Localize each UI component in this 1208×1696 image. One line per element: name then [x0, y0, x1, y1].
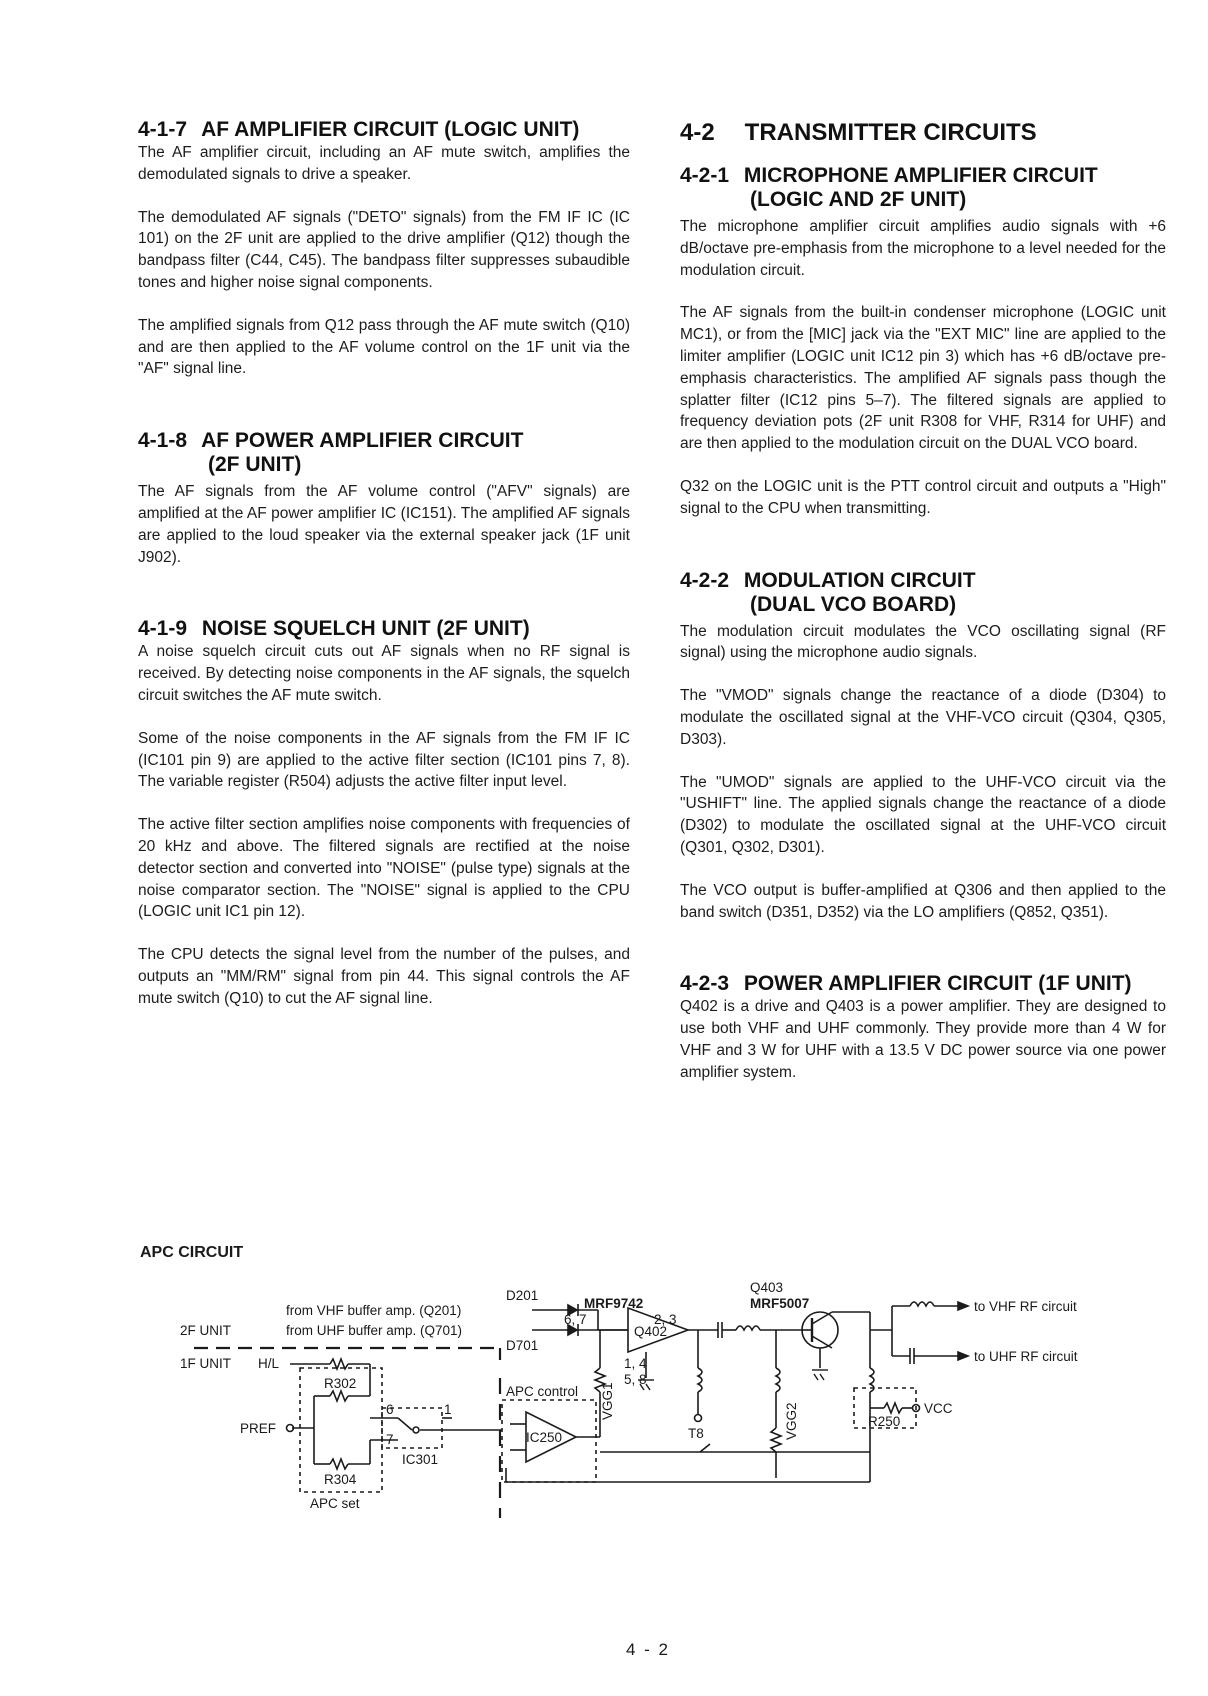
- apc-circuit-diagram: [180, 1268, 1140, 1568]
- paragraph: The modulation circuit modulates the VCO oscillating signal (RF signal) using the microphone audio signals.: [680, 622, 1166, 662]
- from-vhf-label: from VHF buffer amp. (Q201): [286, 1303, 462, 1318]
- right-column: [680, 118, 1166, 1105]
- paragraph: The microphone amplifier circuit amplifies audio signals with +6 dB/octave pre-emphasis from the microphone to a level needed for the modulation circuit.: [680, 218, 1166, 279]
- section-4-1-7: [138, 118, 630, 380]
- pins-6-7-label: 6, 7: [564, 1312, 587, 1327]
- t8-label: T8: [688, 1426, 704, 1441]
- paragraph: The active filter section amplifies noise components with frequencies of 20 kHz and above. The filtered signals are rectified at the noise detector section and converted into "NOISE" (pulse type) signals at the noise comparator section. The "NOISE" signal is applied to the CPU (LOGIC unit IC1 pin 12).: [138, 816, 630, 921]
- ic301-label: IC301: [402, 1452, 439, 1467]
- paragraph: Q32 on the LOGIC unit is the PTT control circuit and outputs a "High" signal to the CPU when transmitting.: [680, 477, 1166, 517]
- paragraph: The AF signals from the AF volume control ("AFV" signals) are amplified at the AF power amplifier IC (IC151). The amplified AF signals are applied to the loud speaker via the external speaker jack (1F unit J902).: [138, 483, 630, 566]
- left-column: [138, 118, 630, 1031]
- resistor: [771, 1428, 781, 1452]
- paragraph: Some of the noise components in the AF signals from the FM IF IC (IC101 pin 9) are applied to the active filter section (IC101 pins 7, 8). The variable register (R504) adjusts the active filter input level.: [138, 729, 630, 791]
- paragraph: The AF signals from the built-in condenser microphone (LOGIC unit MC1), or from the [MIC] jack via the "EXT MIC" line are applied to the limiter amplifier (LOGIC unit IC12 pin 3) which has +6 dB/octave pre-emphasis characteristics. The amplified AF signals pass though the splatter filter (IC12 pins 5–7). The filtered signals are applied to frequency deviation pots (2F unit R308 for VHF, R314 for UHF) and are then applied to the modulation circuit on the DUAL VCO board.: [680, 304, 1166, 453]
- ground-symbols: [638, 1370, 828, 1390]
- coil: [736, 1326, 760, 1330]
- paragraph: The AF amplifier circuit, including an AF mute switch, amplifies the demodulated signals to drive a speaker.: [138, 144, 630, 183]
- ic250-label: IC250: [526, 1430, 563, 1445]
- from-uhf-label: from UHF buffer amp. (Q701): [286, 1323, 463, 1338]
- unit-2f-label: 2F UNIT: [180, 1323, 232, 1338]
- paragraph: The CPU detects the signal level from the number of the pulses, and outputs an "MM/RM" signal from pin 44. This signal controls the AF mute switch (Q10) to cut the AF signal line.: [138, 946, 630, 1007]
- to-uhf-label: to UHF RF circuit: [974, 1349, 1078, 1364]
- pin-6-label: 6: [386, 1402, 394, 1417]
- t8-terminal: [695, 1415, 702, 1422]
- vgg1-label: VGG1: [600, 1382, 615, 1420]
- q402-label: Q402: [634, 1324, 668, 1339]
- r304-resistor: [330, 1459, 348, 1469]
- apc-circuit-title: APC CIRCUIT: [140, 1244, 244, 1261]
- r250-resistor: [884, 1403, 902, 1413]
- pins-2-3-label: 2, 3: [654, 1312, 677, 1327]
- section-4-1-9: [138, 617, 630, 1009]
- chapter-heading: 4-2 TRANSMITTER CIRCUITS: [680, 119, 1037, 146]
- vcc-label: VCC: [924, 1401, 953, 1416]
- d701-label: D701: [506, 1338, 539, 1353]
- section-4-1-8: [138, 429, 630, 568]
- section-heading: 4-1-7 AF AMPLIFIER CIRCUIT (LOGIC UNIT): [138, 118, 580, 141]
- q403-transistor: [802, 1312, 838, 1348]
- paragraph: The "UMOD" signals are applied to the UHF-VCO circuit via the "USHIFT" line. The applied signals change the reactance of a diode (D302) to modulate the oscillated signal at the UHF-VCO circuit (Q301, Q302, D301).: [680, 773, 1166, 856]
- pin-7-label: 7: [386, 1432, 394, 1447]
- vhf-coil: [910, 1302, 934, 1306]
- apc-set-label: APC set: [310, 1496, 360, 1511]
- section-4-2-1: [680, 164, 1166, 520]
- section-heading: 4-2-1 MICROPHONE AMPLIFIER CIRCUIT (LOGIC AND 2F UNIT): [680, 164, 1098, 211]
- to-vhf-label: to VHF RF circuit: [974, 1299, 1077, 1314]
- unit-1f-label: 1F UNIT: [180, 1356, 232, 1371]
- hl-label: H/L: [258, 1356, 280, 1371]
- section-heading: 4-2-2 MODULATION CIRCUIT (DUAL VCO BOARD): [680, 568, 976, 616]
- choke-coil: [698, 1368, 702, 1392]
- pin-1-label: 1: [444, 1402, 452, 1417]
- paragraph: The demodulated AF signals ("DETO" signals) from the FM IF IC (IC 101) on the 2F unit are applied to the drive amplifier (Q12) though the bandpass filter (C44, C45). The bandpass filter suppresses subaudible tones and higher noise signal components.: [138, 208, 630, 291]
- paragraph: Q402 is a drive and Q403 is a power amplifier. They are designed to use both VHF and UHF commonly. They provide more than 4 W for VHF and 3 W for UHF with a 13.5 V DC power source via one power amplifier system.: [680, 998, 1166, 1081]
- mrf9742-label: MRF9742: [584, 1296, 644, 1311]
- d201-label: D201: [506, 1288, 539, 1303]
- paragraph: A noise squelch circuit cuts out AF signals when no RF signal is received. By detecting noise components in the AF signals, the squelch circuit switches the AF mute switch.: [138, 643, 630, 704]
- page-number: 4 - 2: [626, 1640, 671, 1659]
- pins-5-8-label: 5, 8: [624, 1372, 647, 1387]
- section-4-2-3: [680, 972, 1166, 1083]
- section-heading: 4-2-3 POWER AMPLIFIER CIRCUIT (1F UNIT): [680, 972, 1132, 996]
- section-4-2-2: [680, 569, 1166, 924]
- section-heading: 4-1-9 NOISE SQUELCH UNIT (2F UNIT): [138, 617, 530, 641]
- r302-resistor: [330, 1391, 348, 1401]
- pref-label: PREF: [240, 1421, 277, 1436]
- apc-control-label: APC control: [506, 1384, 579, 1399]
- mrf5007-label: MRF5007: [750, 1296, 810, 1311]
- r304-label: R304: [324, 1472, 357, 1487]
- pins-1-4-label: 1, 4: [624, 1356, 647, 1371]
- section-heading: 4-1-8 AF POWER AMPLIFIER CIRCUIT (2F UNIT): [138, 429, 524, 477]
- paragraph: The amplified signals from Q12 pass through the AF mute switch (Q10) and are then applied to the AF volume control on the 1F unit via the "AF" signal line.: [138, 316, 630, 378]
- paragraph: The "VMOD" signals change the reactance of a diode (D304) to modulate the oscillated signal at the VHF-VCO circuit (Q304, Q305, D303).: [680, 687, 1166, 748]
- paragraph: The VCO output is buffer-amplified at Q306 and then applied to the band switch (D351, D352) via the LO amplifiers (Q852, Q351).: [680, 881, 1166, 921]
- r302-label: R302: [324, 1376, 357, 1391]
- vgg2-label: VGG2: [784, 1402, 799, 1440]
- choke-coil: [776, 1368, 780, 1392]
- r250-label: R250: [868, 1414, 901, 1429]
- q403-label: Q403: [750, 1280, 784, 1295]
